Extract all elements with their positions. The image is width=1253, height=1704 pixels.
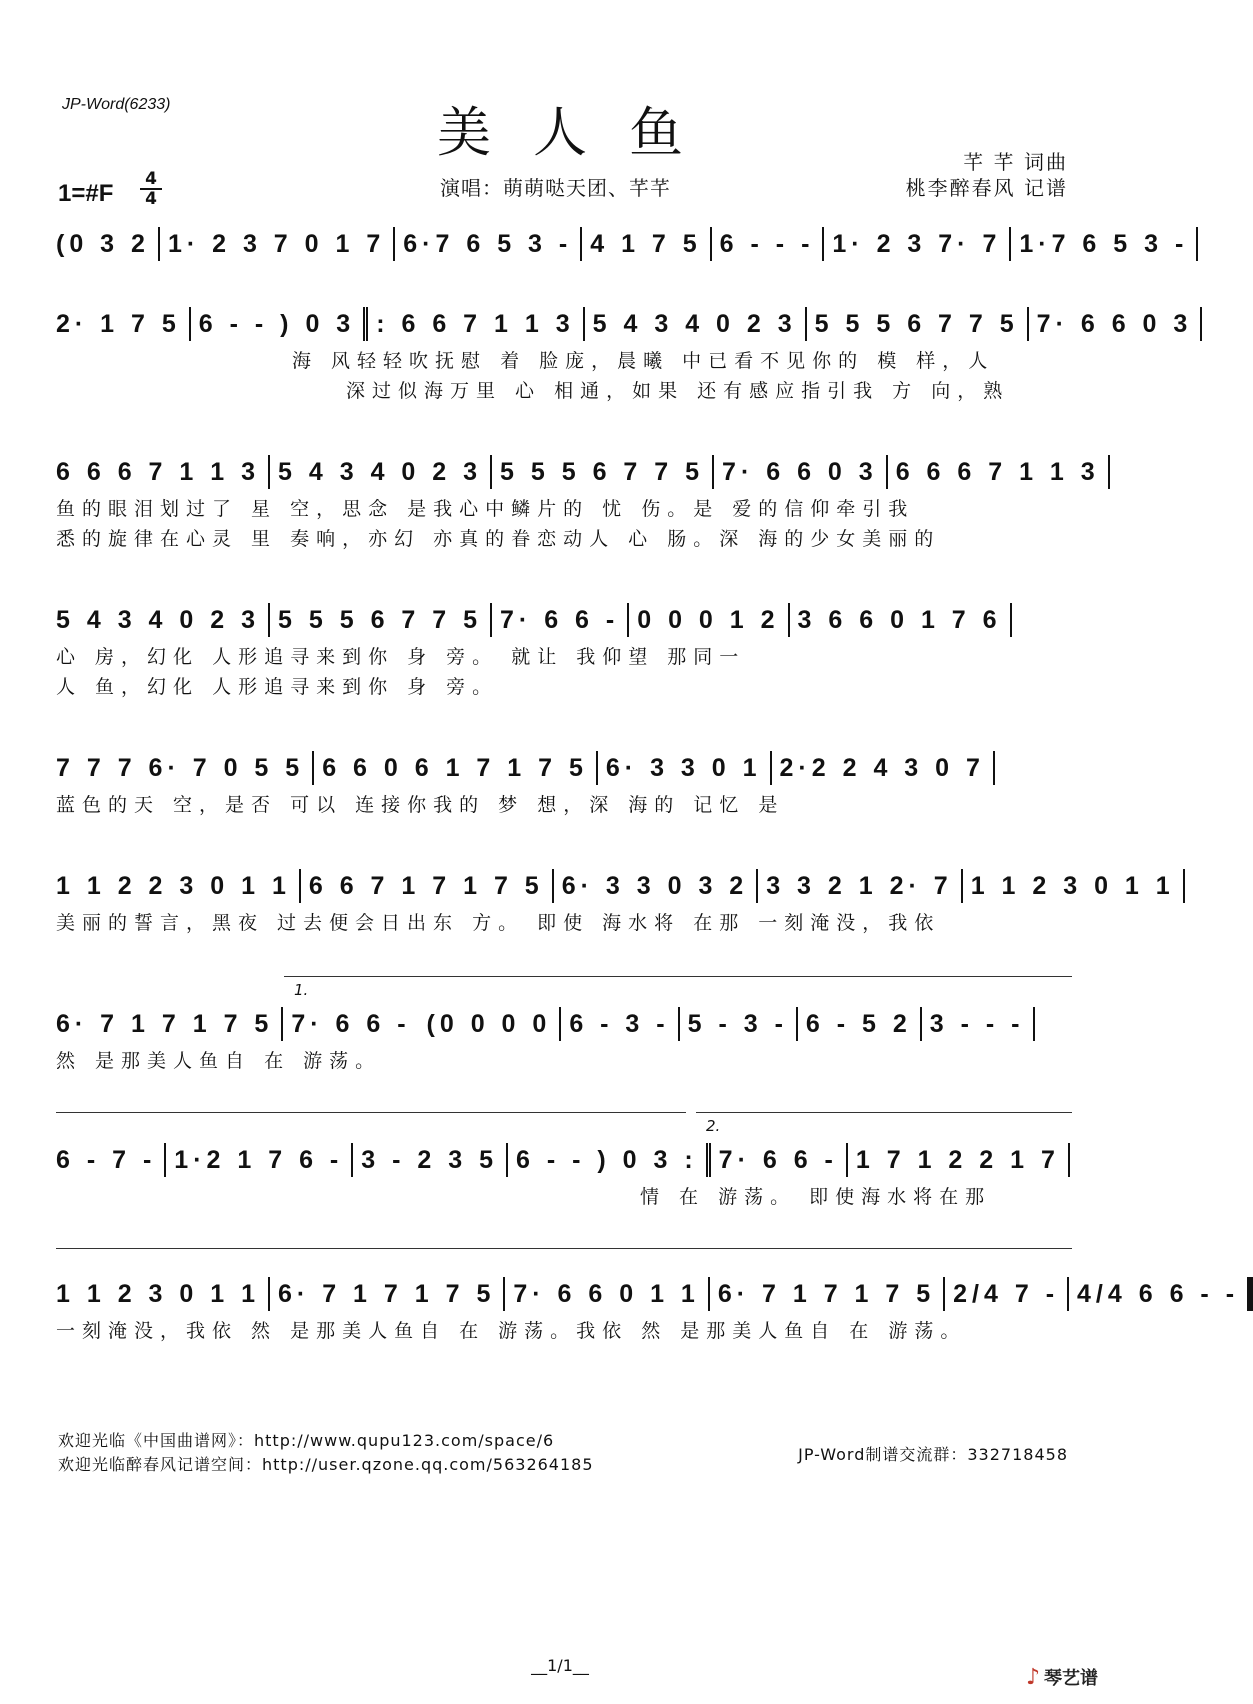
score-system-8 (56, 1138, 1072, 1212)
measure: 3 6 6 0 1 7 6 (790, 603, 1012, 637)
measure: 7 7 7 6· 7 0 5 5 (56, 751, 314, 785)
measure: 5 5 5 6 7 7 5 (492, 455, 714, 489)
measure: 2·2 2 4 3 0 7 (772, 751, 995, 785)
measure: 2· 1 7 5 (56, 307, 191, 341)
key-signature: 1=#F (58, 180, 114, 207)
lyric-line-1: 然 是那美人鱼自 在 游荡。 (56, 1050, 382, 1072)
notes-line (56, 1138, 1072, 1182)
measure: 6 6 7 1 7 1 7 5 (301, 869, 554, 903)
score-system-3 (56, 450, 1100, 554)
lyric-line-2: 人 鱼，幻化 人形追寻来到你 身 旁。 (56, 676, 499, 698)
measure: 5 5 5 6 7 7 5 (270, 603, 492, 637)
notes-line (56, 864, 1175, 908)
measure: 5 4 3 4 0 2 3 (56, 603, 270, 637)
lyric-line-1: 蓝色的天 空，是否 可以 连接你我的 梦 想，深 海的 记忆 是 (56, 794, 785, 816)
song-title: 美人鱼 (437, 101, 725, 164)
lyric-line-1: 心 房，幻化 人形追寻来到你 身 旁。 就让 我仰望 那同一 (56, 646, 746, 668)
first-ending-continuation (56, 1112, 686, 1113)
time-signature (140, 170, 162, 208)
singer-credit: 演唱：萌萌哒天团、芊芊 (440, 176, 671, 200)
first-ending-bracket (284, 976, 1072, 999)
score-system-7 (56, 1002, 1072, 1076)
measure: 5 - 3 - (680, 1007, 798, 1041)
site-logo (1026, 1664, 1098, 1690)
measure: 3 3 2 1 2· 7 (758, 869, 962, 903)
measure: 5 4 3 4 0 2 3 (270, 455, 492, 489)
lyric-line-1: 美丽的誓言，黑夜 过去便会日出东 方。 即使 海水将 在那 一刻淹没，我依 (56, 912, 941, 934)
measure: 1 1 2 2 3 0 1 1 (56, 869, 301, 903)
measure: 1 1 2 3 0 1 1 (963, 869, 1185, 903)
lyric-line-2: 悉的旋律在心灵 里 奏响，亦幻 亦真的眷恋动人 心 肠。深 海的少女美丽的 (56, 528, 941, 550)
notes-line (56, 1002, 1072, 1046)
transcriber-credit: 桃李醉春风 记谱 (905, 176, 1068, 200)
measure: 1·7 6 5 3 - (1011, 227, 1198, 261)
measure: 0 0 0 1 2 (629, 603, 789, 637)
measure: 7· 6 6 - (492, 603, 629, 637)
measure: 7· 6 6 0 3 (1029, 307, 1203, 341)
measure: 6· 3 3 0 3 2 (554, 869, 758, 903)
lyric-line-1: 鱼的眼泪划过了 星 空，思念 是我心中鳞片的 忧 伤。是 爱的信仰牵引我 (56, 498, 915, 520)
notes-line (56, 302, 1193, 346)
score-system-5 (56, 746, 1072, 820)
measure: 4/4 6 6 - - (1069, 1277, 1253, 1311)
measure: 6· 7 1 7 1 7 5 (710, 1277, 945, 1311)
measure: 6 - - ) 0 3 (191, 307, 368, 341)
time-signature-top: 4 (140, 170, 162, 190)
logo-text: 琴艺谱 (1044, 1668, 1098, 1689)
measure: 1 1 2 3 0 1 1 (56, 1277, 270, 1311)
score-system-9 (56, 1272, 1240, 1346)
measure: (0 3 2 (56, 227, 160, 261)
lyric-line-1: 海 风轻轻吹抚慰 着 脸庞，晨曦 中已看不见你的 模 样，人 (292, 350, 995, 372)
measure: 1 7 1 2 2 1 7 (848, 1143, 1070, 1177)
measure: 6· 7 1 7 1 7 5 (56, 1007, 283, 1041)
measure: 7· 6 6 - (711, 1143, 848, 1177)
measure: 7· 6 6 - (291, 1010, 411, 1038)
time-signature-bottom: 4 (145, 189, 157, 209)
notes-line (56, 222, 1189, 266)
measure: 5 5 5 6 7 7 5 (807, 307, 1029, 341)
measure: 6 - - ) 0 3 : (508, 1143, 711, 1177)
lyric-line-2: 深过似海万里 心 相通，如果 还有感应指引我 方 向，熟 (346, 380, 1010, 402)
notes-line (56, 598, 1072, 642)
measure: 1·2 1 7 6 - (166, 1143, 353, 1177)
measure: 6 - 5 2 (798, 1007, 922, 1041)
measure: 7· 6 6 0 3 (714, 455, 888, 489)
notes-line (56, 1272, 1240, 1316)
measure: 6 - 3 - (561, 1007, 679, 1041)
measure: 1· 2 3 7 0 1 7 (160, 227, 395, 261)
second-ending-label: 2. (706, 1117, 721, 1135)
measure: 6 - 7 - (56, 1143, 166, 1177)
second-ending-bracket (696, 1112, 1072, 1135)
footer-link-qzone[interactable]: 欢迎光临醉春风记谱空间：http://user.qzone.qq.com/563264185 (58, 1455, 594, 1474)
score-system-4 (56, 598, 1072, 702)
notes-line (56, 746, 1072, 790)
logo-mark-icon: ♪ (1025, 1665, 1040, 1690)
measure: 6 - - - (712, 227, 825, 261)
measure: 5 4 3 4 0 2 3 (585, 307, 807, 341)
footer-link-qupu[interactable]: 欢迎光临《中国曲谱网》：http://www.qupu123.com/space/6 (58, 1431, 555, 1450)
first-ending-label: 1. (294, 981, 309, 999)
page-number: __1/1__ (531, 1656, 589, 1675)
measure: 6·7 6 5 3 - (395, 227, 582, 261)
measure: 6 6 6 7 1 1 3 (888, 455, 1110, 489)
measure: : 6 6 7 1 1 3 (368, 307, 584, 341)
score-system-2 (56, 302, 1193, 406)
software-label: JP-Word(6233) (62, 96, 171, 113)
lyric-line-1: 一刻淹没，我依 然 是那美人鱼自 在 游荡。我依 然 是那美人鱼自 在 游荡。 (56, 1320, 967, 1342)
measure: 6· 7 1 7 1 7 5 (270, 1277, 505, 1311)
measure: (0 0 0 0 (419, 1007, 562, 1041)
lyricist-credit: 芊 芊 词曲 (963, 150, 1068, 174)
second-ending-continuation (56, 1248, 1072, 1249)
measure: 6 6 0 6 1 7 1 7 5 (314, 751, 598, 785)
score-system-6 (56, 864, 1175, 938)
lyric-line-1: 情 在 游荡。 即使海水将在那 (640, 1186, 992, 1208)
measure: 2/4 7 - (945, 1277, 1069, 1311)
measure: 3 - - - (922, 1007, 1035, 1041)
measure: 3 - 2 3 5 (353, 1143, 508, 1177)
measure: 6· 3 3 0 1 (598, 751, 772, 785)
score-system-1 (56, 222, 1189, 266)
measure: 1· 2 3 7· 7 (824, 227, 1011, 261)
notes-line (56, 450, 1100, 494)
measure: 4 1 7 5 (582, 227, 711, 261)
measure: 7· 6 6 0 1 1 (505, 1277, 709, 1311)
footer-group-info: JP-Word制谱交流群：332718458 (798, 1445, 1068, 1464)
measure: 6 6 6 7 1 1 3 (56, 455, 270, 489)
